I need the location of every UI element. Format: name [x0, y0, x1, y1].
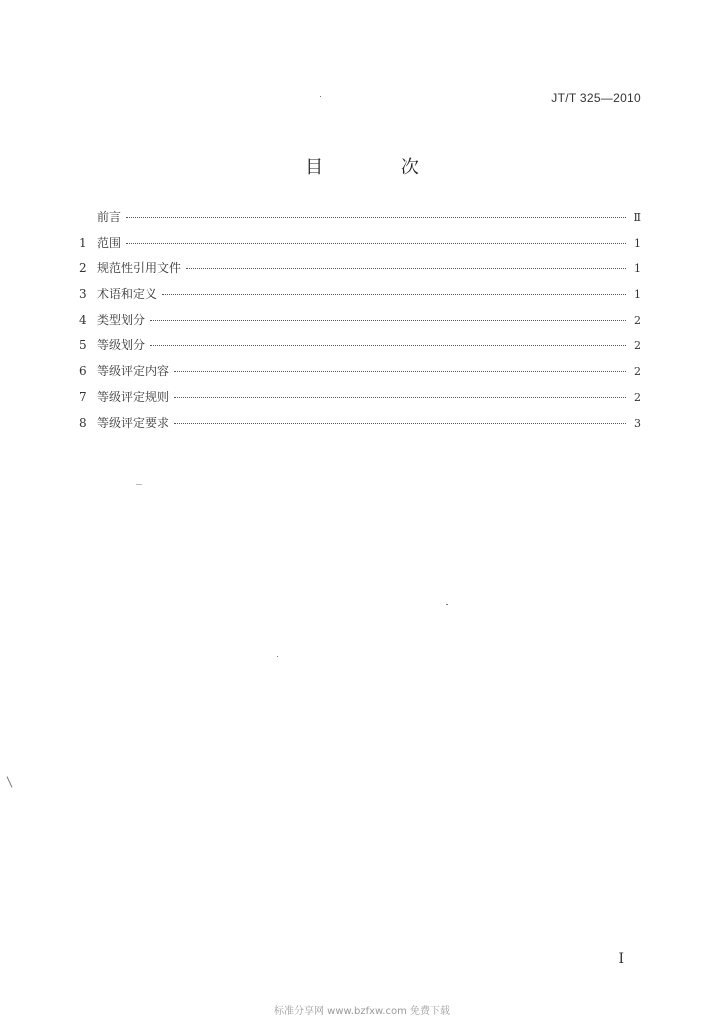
scan-speck — [277, 656, 278, 657]
toc-leader-dots — [186, 268, 626, 269]
toc-entry-grade-classification[interactable] — [79, 336, 641, 362]
toc-entry-page: 2 — [634, 390, 641, 404]
toc-entry-page: 2 — [634, 365, 641, 379]
toc-leader-dots — [174, 371, 626, 372]
toc-entry-label: 范围 — [97, 235, 122, 250]
toc-entry-scope[interactable] — [79, 234, 641, 260]
toc-leader-dots — [162, 294, 626, 295]
toc-entry-page: 1 — [634, 288, 641, 302]
scan-speck — [7, 776, 13, 787]
toc-entry-number: 8 — [79, 415, 87, 430]
toc-leader-dots — [126, 217, 626, 218]
toc-entry-number: 7 — [79, 389, 87, 404]
toc-entry-number: 2 — [79, 261, 87, 276]
toc-entry-page: Ⅱ — [633, 211, 641, 224]
toc-entry-foreword[interactable] — [79, 208, 641, 234]
toc-entry-normative-references[interactable] — [79, 259, 641, 285]
standard-code: JT/T 325—2010 — [551, 91, 641, 105]
toc-entry-label: 类型划分 — [97, 312, 146, 327]
toc-entry-page: 1 — [634, 236, 641, 250]
toc-entry-label: 术语和定义 — [97, 287, 158, 302]
toc-leader-dots — [126, 243, 626, 244]
toc-entry-page: 3 — [634, 416, 641, 430]
toc-entry-page: 1 — [634, 262, 641, 276]
toc-leader-dots — [174, 423, 626, 424]
toc-entry-number: 5 — [79, 338, 87, 353]
toc-entry-terms-definitions[interactable] — [79, 285, 641, 311]
toc-entry-label: 等级评定规则 — [97, 389, 170, 404]
page-number: Ⅰ — [618, 951, 624, 967]
toc-entry-label: 前言 — [97, 210, 122, 224]
toc-entry-number: 6 — [79, 364, 87, 379]
toc-entry-label: 等级评定要求 — [97, 415, 170, 430]
toc-title: 目 次 — [305, 157, 455, 178]
toc-leader-dots — [150, 345, 626, 346]
toc-leader-dots — [174, 397, 626, 398]
toc-entry-number: 3 — [79, 287, 87, 302]
toc-entry-label: 等级评定内容 — [97, 364, 170, 379]
toc-entry-label: 规范性引用文件 — [97, 261, 182, 276]
toc-entry-assessment-requirements[interactable] — [79, 414, 641, 440]
toc-entry-assessment-rules[interactable] — [79, 388, 641, 414]
toc-entry-number: 1 — [79, 235, 87, 250]
toc-leader-dots — [150, 320, 626, 321]
toc-entry-page: 2 — [634, 339, 641, 353]
toc-entry-type-classification[interactable] — [79, 311, 641, 337]
toc-entry-label: 等级划分 — [97, 338, 146, 353]
scan-speck — [320, 96, 321, 97]
table-of-contents — [79, 208, 641, 439]
toc-entry-number: 4 — [79, 312, 87, 327]
toc-entry-page: 2 — [634, 313, 641, 327]
scan-speck — [446, 604, 448, 605]
scan-speck — [136, 484, 142, 485]
watermark: 标准分享网 www.bzfxw.com 免费下载 — [274, 1006, 450, 1017]
toc-entry-assessment-content[interactable] — [79, 362, 641, 388]
